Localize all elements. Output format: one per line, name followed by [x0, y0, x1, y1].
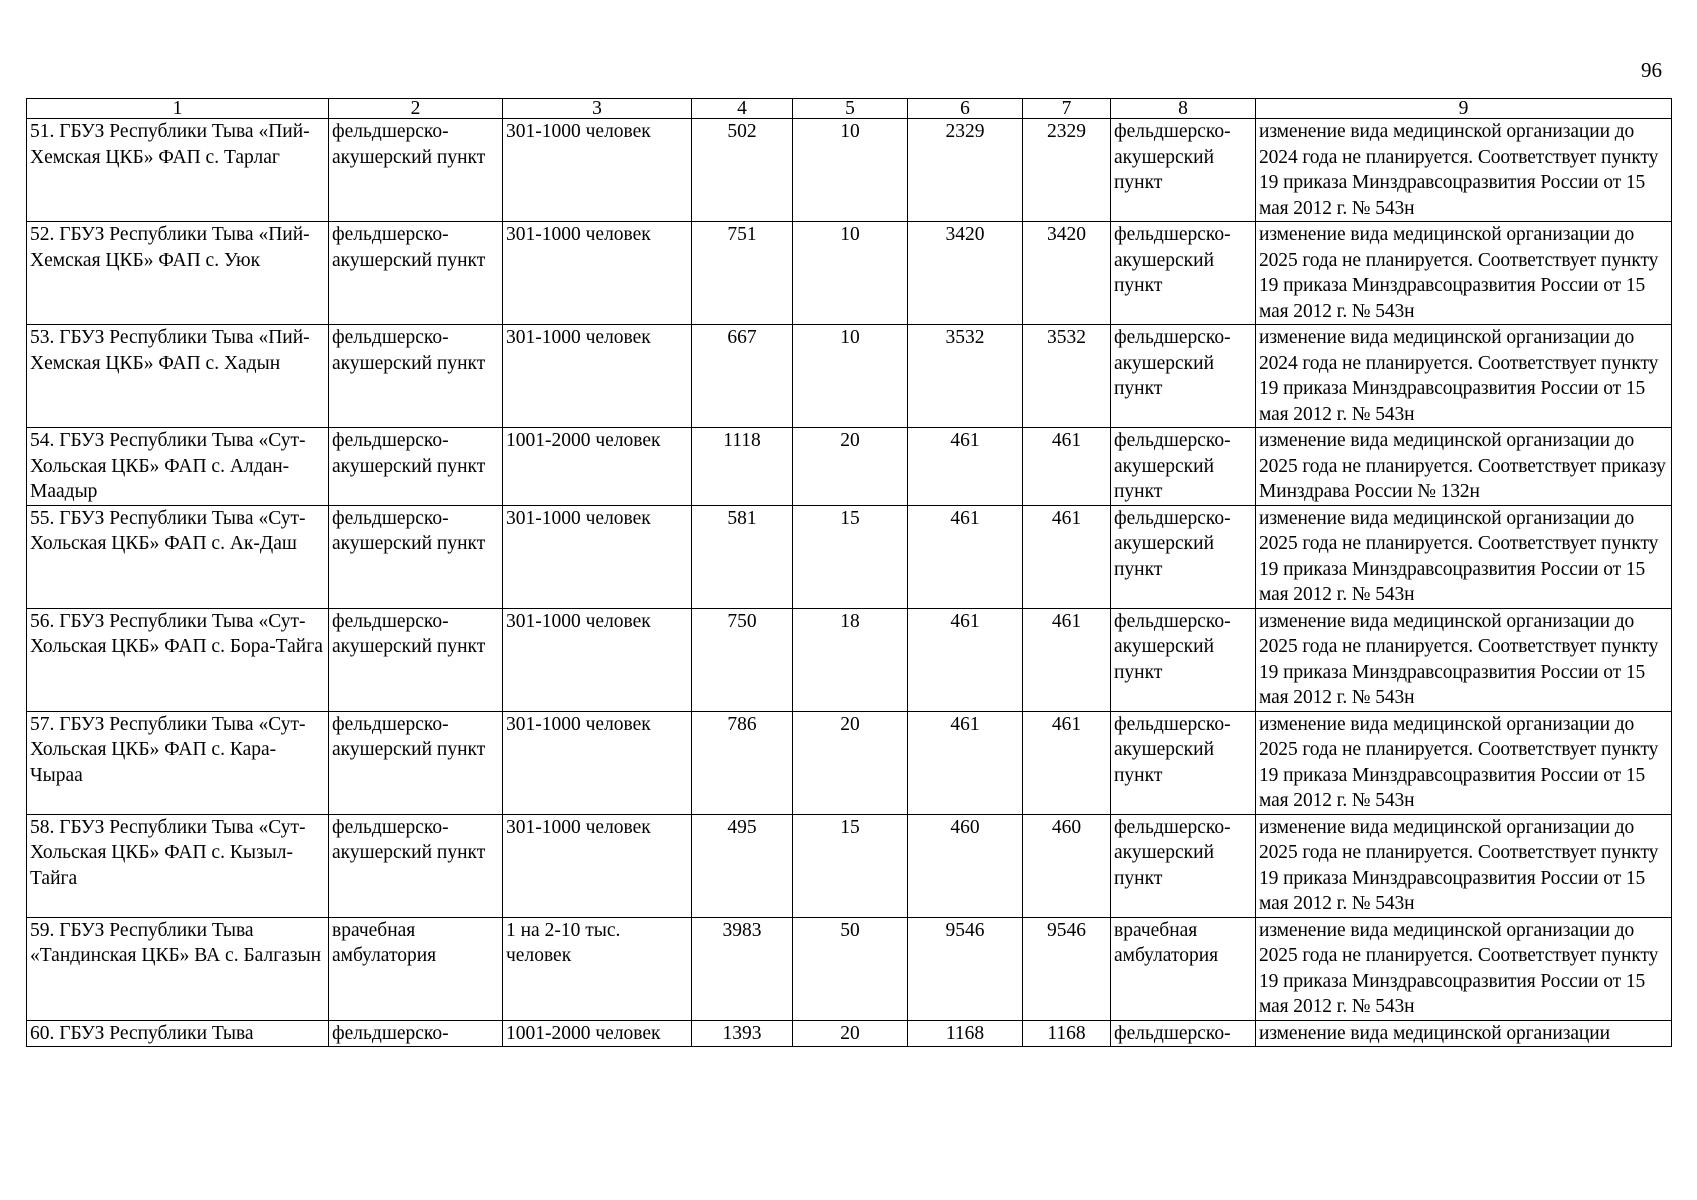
comment-cell: изменение вида медицинской организации до 2025 года не планируется. Соответствует пункту 19 приказа Минздравсоцразвития России от 15 мая 2012 г. № 543н	[1256, 711, 1672, 814]
value-col6-cell: 3532	[908, 325, 1023, 428]
population-range-cell: 301-1000 человек	[503, 814, 692, 917]
table-row	[27, 325, 1672, 428]
planned-type-cell: фельдшерско-акушерский пункт	[1111, 814, 1256, 917]
comment-cell: изменение вида медицинской организации до 2025 года не планируется. Соответствует пункту 19 приказа Минздравсоцразвития России от 15 мая 2012 г. № 543н	[1256, 814, 1672, 917]
facility-type-cell: фельдшерско-акушерский пункт	[329, 814, 503, 917]
planned-type-cell: врачебная амбулатория	[1111, 917, 1256, 1020]
value-col7-cell: 461	[1023, 608, 1111, 711]
value-col7-cell: 9546	[1023, 917, 1111, 1020]
distance-cell: 18	[793, 608, 908, 711]
facility-name-cell: 53. ГБУЗ Республики Тыва «Пий-Хемская ЦКБ» ФАП с. Хадын	[27, 325, 329, 428]
facility-name-cell: 54. ГБУЗ Республики Тыва «Сут-Хольская ЦКБ» ФАП с. Алдан-Маадыр	[27, 428, 329, 506]
population-cell: 502	[692, 119, 793, 222]
distance-cell: 10	[793, 222, 908, 325]
column-number: 6	[908, 99, 1023, 119]
population-cell: 3983	[692, 917, 793, 1020]
planned-type-cell: фельдшерско-акушерский пункт	[1111, 325, 1256, 428]
value-col6-cell: 9546	[908, 917, 1023, 1020]
column-number: 3	[503, 99, 692, 119]
planned-type-cell: фельдшерско-акушерский пункт	[1111, 428, 1256, 506]
facility-type-cell: фельдшерско-акушерский пункт	[329, 428, 503, 506]
column-number: 1	[27, 99, 329, 119]
facility-type-cell: врачебная амбулатория	[329, 917, 503, 1020]
value-col7-cell: 461	[1023, 505, 1111, 608]
comment-cell: изменение вида медицинской организации до 2025 года не планируется. Соответствует приказу Минздрава России № 132н	[1256, 428, 1672, 506]
facility-name-cell: 57. ГБУЗ Республики Тыва «Сут-Хольская ЦКБ» ФАП с. Кара-Чыраа	[27, 711, 329, 814]
facility-type-cell: фельдшерско-акушерский пункт	[329, 325, 503, 428]
population-range-cell: 301-1000 человек	[503, 325, 692, 428]
planned-type-cell: фельдшерско-акушерский пункт	[1111, 222, 1256, 325]
value-col6-cell: 2329	[908, 119, 1023, 222]
facility-name-cell: 56. ГБУЗ Республики Тыва «Сут-Хольская ЦКБ» ФАП с. Бора-Тайга	[27, 608, 329, 711]
table-row	[27, 119, 1672, 222]
value-col7-cell: 1168	[1023, 1020, 1111, 1047]
table-row	[27, 814, 1672, 917]
value-col7-cell: 461	[1023, 428, 1111, 506]
comment-cell: изменение вида медицинской организации до 2025 года не планируется. Соответствует пункту 19 приказа Минздравсоцразвития России от 15 мая 2012 г. № 543н	[1256, 608, 1672, 711]
comment-cell: изменение вида медицинской организации до 2025 года не планируется. Соответствует пункту 19 приказа Минздравсоцразвития России от 15 мая 2012 г. № 543н	[1256, 222, 1672, 325]
facility-name-cell: 59. ГБУЗ Республики Тыва «Тандинская ЦКБ» ВА с. Балгазын	[27, 917, 329, 1020]
distance-cell: 10	[793, 325, 908, 428]
value-col6-cell: 461	[908, 711, 1023, 814]
column-number: 9	[1256, 99, 1672, 119]
facility-name-cell: 55. ГБУЗ Республики Тыва «Сут-Хольская ЦКБ» ФАП с. Ак-Даш	[27, 505, 329, 608]
population-range-cell: 1001-2000 человек	[503, 1020, 692, 1047]
facility-type-cell: фельдшерско-	[329, 1020, 503, 1047]
population-range-cell: 301-1000 человек	[503, 608, 692, 711]
planned-type-cell: фельдшерско-	[1111, 1020, 1256, 1047]
column-number: 4	[692, 99, 793, 119]
value-col6-cell: 460	[908, 814, 1023, 917]
comment-cell: изменение вида медицинской организации до 2025 года не планируется. Соответствует пункту 19 приказа Минздравсоцразвития России от 15 мая 2012 г. № 543н	[1256, 505, 1672, 608]
facility-type-cell: фельдшерско-акушерский пункт	[329, 222, 503, 325]
distance-cell: 15	[793, 505, 908, 608]
comment-cell: изменение вида медицинской организации до 2024 года не планируется. Соответствует пункту 19 приказа Минздравсоцразвития России от 15 мая 2012 г. № 543н	[1256, 325, 1672, 428]
table-row	[27, 1020, 1672, 1047]
distance-cell: 20	[793, 1020, 908, 1047]
distance-cell: 20	[793, 428, 908, 506]
facility-type-cell: фельдшерско-акушерский пункт	[329, 608, 503, 711]
population-cell: 751	[692, 222, 793, 325]
facility-type-cell: фельдшерско-акушерский пункт	[329, 711, 503, 814]
column-number-row	[27, 99, 1672, 119]
planned-type-cell: фельдшерско-акушерский пункт	[1111, 505, 1256, 608]
population-cell: 581	[692, 505, 793, 608]
value-col7-cell: 3420	[1023, 222, 1111, 325]
table-row	[27, 711, 1672, 814]
page-number: 96	[1641, 58, 1662, 82]
population-range-cell: 301-1000 человек	[503, 222, 692, 325]
facilities-table	[26, 98, 1672, 1047]
value-col6-cell: 1168	[908, 1020, 1023, 1047]
facility-name-cell: 60. ГБУЗ Республики Тыва	[27, 1020, 329, 1047]
value-col7-cell: 2329	[1023, 119, 1111, 222]
table-row	[27, 505, 1672, 608]
distance-cell: 50	[793, 917, 908, 1020]
value-col6-cell: 3420	[908, 222, 1023, 325]
column-number: 2	[329, 99, 503, 119]
population-cell: 495	[692, 814, 793, 917]
column-number: 7	[1023, 99, 1111, 119]
value-col6-cell: 461	[908, 428, 1023, 506]
comment-cell: изменение вида медицинской организации до 2025 года не планируется. Соответствует пункту 19 приказа Минздравсоцразвития России от 15 мая 2012 г. № 543н	[1256, 917, 1672, 1020]
population-cell: 786	[692, 711, 793, 814]
population-range-cell: 1001-2000 человек	[503, 428, 692, 506]
facility-type-cell: фельдшерско-акушерский пункт	[329, 505, 503, 608]
distance-cell: 15	[793, 814, 908, 917]
population-cell: 667	[692, 325, 793, 428]
planned-type-cell: фельдшерско-акушерский пункт	[1111, 608, 1256, 711]
column-number: 5	[793, 99, 908, 119]
population-cell: 750	[692, 608, 793, 711]
population-cell: 1393	[692, 1020, 793, 1047]
planned-type-cell: фельдшерско-акушерский пункт	[1111, 711, 1256, 814]
facility-name-cell: 58. ГБУЗ Республики Тыва «Сут-Хольская ЦКБ» ФАП с. Кызыл-Тайга	[27, 814, 329, 917]
population-range-cell: 301-1000 человек	[503, 119, 692, 222]
facility-name-cell: 52. ГБУЗ Республики Тыва «Пий-Хемская ЦКБ» ФАП с. Уюк	[27, 222, 329, 325]
table-row	[27, 222, 1672, 325]
table-row	[27, 608, 1672, 711]
table-row	[27, 917, 1672, 1020]
population-range-cell: 301-1000 человек	[503, 505, 692, 608]
value-col7-cell: 460	[1023, 814, 1111, 917]
table-row	[27, 428, 1672, 506]
population-range-cell: 1 на 2-10 тыс. человек	[503, 917, 692, 1020]
facility-name-cell: 51. ГБУЗ Республики Тыва «Пий-Хемская ЦКБ» ФАП с. Тарлаг	[27, 119, 329, 222]
distance-cell: 20	[793, 711, 908, 814]
population-range-cell: 301-1000 человек	[503, 711, 692, 814]
value-col6-cell: 461	[908, 608, 1023, 711]
column-number: 8	[1111, 99, 1256, 119]
value-col6-cell: 461	[908, 505, 1023, 608]
population-cell: 1118	[692, 428, 793, 506]
facility-type-cell: фельдшерско-акушерский пункт	[329, 119, 503, 222]
planned-type-cell: фельдшерско-акушерский пункт	[1111, 119, 1256, 222]
distance-cell: 10	[793, 119, 908, 222]
comment-cell: изменение вида медицинской организации	[1256, 1020, 1672, 1047]
value-col7-cell: 3532	[1023, 325, 1111, 428]
value-col7-cell: 461	[1023, 711, 1111, 814]
comment-cell: изменение вида медицинской организации до 2024 года не планируется. Соответствует пункту 19 приказа Минздравсоцразвития России от 15 мая 2012 г. № 543н	[1256, 119, 1672, 222]
